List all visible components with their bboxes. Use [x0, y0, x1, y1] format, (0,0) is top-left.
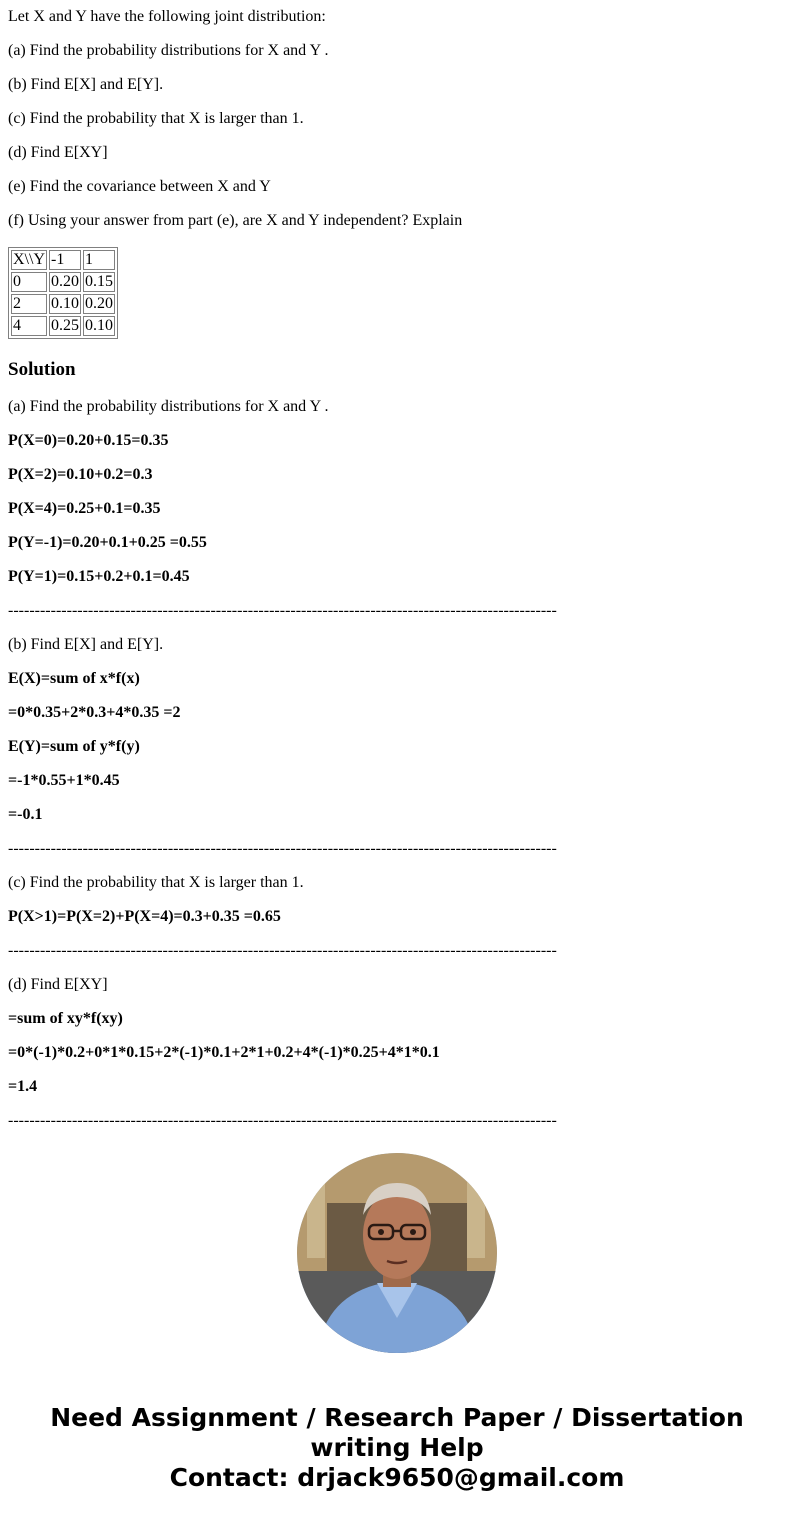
divider: ------------------------------------------------------------------------------------------------------- [8, 602, 557, 619]
solution-d-question: (d) Find E[XY] [8, 976, 108, 993]
table-row [11, 294, 115, 314]
divider: ------------------------------------------------------------------------------------------------------- [8, 942, 557, 959]
solution-c-question: (c) Find the probability that X is larger than 1. [8, 874, 304, 891]
table-cell: 0.25 [51, 317, 79, 334]
question-intro: Let X and Y have the following joint distribution: [8, 8, 326, 25]
question-part-f: (f) Using your answer from part (e), are X and Y independent? Explain [8, 212, 463, 229]
solution-line: P(X=0)=0.20+0.15=0.35 [8, 432, 169, 449]
solution-a-question: (a) Find the probability distributions for X and Y . [8, 398, 329, 415]
table-header-cell: -1 [49, 250, 81, 270]
promo-line-1: Need Assignment / Research Paper / Dissertation [50, 1403, 744, 1432]
solution-line: P(X=4)=0.25+0.1=0.35 [8, 500, 161, 517]
solution-heading: Solution [8, 359, 76, 380]
avatar-portrait [297, 1153, 497, 1353]
joint-distribution-table [8, 247, 118, 339]
solution-b-question: (b) Find E[X] and E[Y]. [8, 636, 164, 653]
solution-line: P(Y=1)=0.15+0.2+0.1=0.45 [8, 568, 190, 585]
question-part-b: (b) Find E[X] and E[Y]. [8, 76, 164, 93]
divider: ------------------------------------------------------------------------------------------------------- [8, 840, 557, 857]
solution-line: P(X>1)=P(X=2)+P(X=4)=0.3+0.35 =0.65 [8, 908, 281, 925]
table-row [11, 272, 115, 292]
solution-line: =1.4 [8, 1078, 38, 1095]
solution-line: P(Y=-1)=0.20+0.1+0.25 =0.55 [8, 534, 207, 551]
table-header-row [11, 250, 115, 270]
table-row [11, 316, 115, 336]
table-cell: 0.15 [85, 273, 113, 290]
promo-banner [0, 1403, 794, 1493]
table-cell: 0.20 [85, 295, 113, 312]
table-cell: 0.20 [51, 273, 79, 290]
table-cell: 2 [11, 294, 47, 314]
solution-line: =0*0.35+2*0.3+4*0.35 =2 [8, 704, 181, 721]
table-header-cell: 1 [83, 250, 115, 270]
table-cell: 4 [11, 316, 47, 336]
solution-line: =-1*0.55+1*0.45 [8, 772, 120, 789]
table-header-cell: X\\Y [13, 251, 45, 268]
divider: ------------------------------------------------------------------------------------------------------- [8, 1112, 557, 1129]
promo-contact: Contact: drjack9650@gmail.com [169, 1463, 625, 1492]
solution-line: =sum of xy*f(xy) [8, 1010, 123, 1027]
solution-line: E(X)=sum of x*f(x) [8, 670, 140, 687]
question-part-c: (c) Find the probability that X is larger than 1. [8, 110, 304, 127]
table-cell: 0.10 [85, 317, 113, 334]
promo-line-2: writing Help [310, 1433, 484, 1462]
author-avatar [297, 1153, 497, 1353]
table-cell: 0.10 [51, 295, 79, 312]
question-part-d: (d) Find E[XY] [8, 144, 108, 161]
table-cell: 0 [11, 272, 47, 292]
solution-line: E(Y)=sum of y*f(y) [8, 738, 140, 755]
solution-line: =0*(-1)*0.2+0*1*0.15+2*(-1)*0.1+2*1+0.2+4*(-1)*0.25+4*1*0.1 [8, 1044, 440, 1061]
solution-line: P(X=2)=0.10+0.2=0.3 [8, 466, 153, 483]
document-body [8, 0, 786, 1138]
solution-line: =-0.1 [8, 806, 43, 823]
question-part-e: (e) Find the covariance between X and Y [8, 178, 271, 195]
question-part-a: (a) Find the probability distributions for X and Y . [8, 42, 329, 59]
